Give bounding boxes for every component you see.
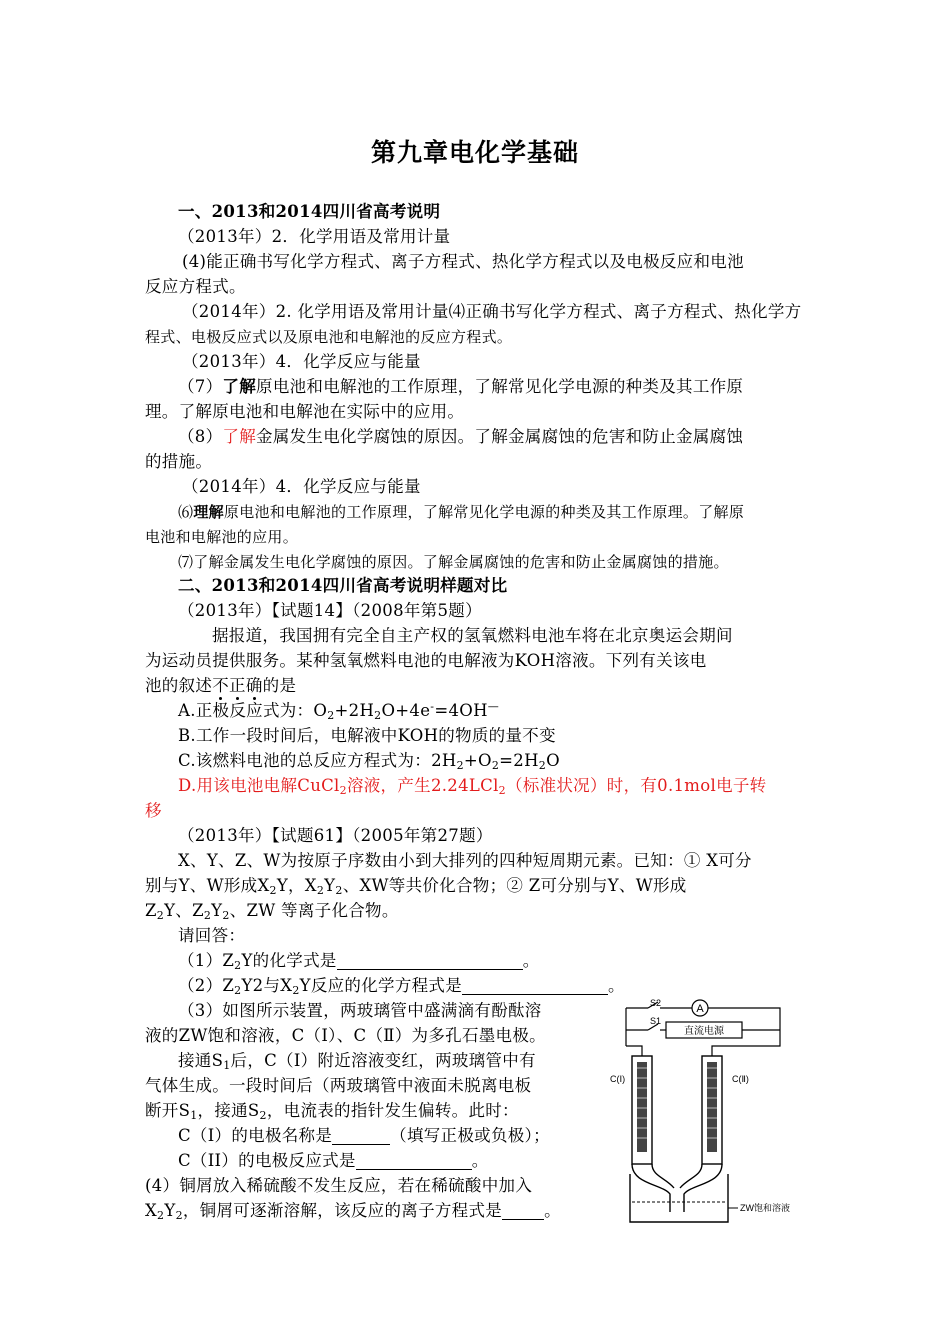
answer-blank-3a[interactable] xyxy=(332,1126,390,1145)
text: 、ZW 等离子化合物。 xyxy=(229,901,399,920)
sub-question-3-line6 xyxy=(178,1124,550,1148)
text: 池的叙述 xyxy=(145,676,213,695)
text: O xyxy=(546,751,560,770)
electrode-c2-label: C(Ⅱ) xyxy=(732,1074,749,1084)
item7-bold: 了解 xyxy=(222,377,257,396)
subscript: 2 xyxy=(456,759,464,772)
text: （填写正极或负极）； xyxy=(390,1126,550,1145)
switch-s2-label: S2 xyxy=(650,998,662,1008)
subscript: 2 xyxy=(327,709,335,722)
text: 别与Y、W形成X xyxy=(145,876,270,895)
text: Y、Z xyxy=(164,901,204,920)
text: （2）Z xyxy=(178,976,235,995)
q61-header: （2013年）【试题61】（2005年第27题） xyxy=(178,826,493,845)
q61-line3 xyxy=(145,899,399,923)
text: ，接通S xyxy=(197,1101,260,1120)
text: Y xyxy=(211,901,223,920)
subscript: 2 xyxy=(234,984,242,997)
option-d-line1 xyxy=(178,774,766,798)
s1-item8-line1 xyxy=(178,425,743,449)
s1-item8-line2: 的措施。 xyxy=(145,452,213,471)
subscript: 2 xyxy=(374,709,382,722)
q14-line2: 为运动员提供服务。某种氢氧燃料电池的电解液为KOH溶液。下列有关该电 xyxy=(145,651,707,670)
q14-header: （2013年）【试题14】（2008年第5题） xyxy=(178,601,482,620)
text: Y，X xyxy=(276,876,317,895)
emphasis-char: 正 xyxy=(229,676,246,695)
text: 接通S xyxy=(178,1051,224,1070)
s1-2014-calc-line1 xyxy=(182,300,801,324)
sub-question-3-line5 xyxy=(145,1099,519,1123)
text: Y xyxy=(164,1201,176,1220)
q14-line1: 据报道，我国拥有完全自主产权的氢氧燃料电池车将在北京奥运会期间 xyxy=(212,626,733,645)
text: =4OH xyxy=(434,701,488,720)
page-title: 第九章电化学基础 xyxy=(370,138,579,167)
emphasis-char: 不 xyxy=(212,676,230,695)
text: A.正极反应式为：O xyxy=(178,701,328,720)
sub-question-3-line3 xyxy=(178,1049,536,1073)
text: +2H xyxy=(334,701,375,720)
s1-item7-line1 xyxy=(178,375,743,399)
subscript: 2 xyxy=(538,759,547,772)
subscript: 2 xyxy=(491,759,500,772)
s1-2014-calc-line2: 程式、电极反应式以及原电池和电解池的反应方程式。 xyxy=(145,328,513,346)
subscript: 2 xyxy=(157,1209,165,1222)
subscript: 2 xyxy=(156,909,165,922)
sub-question-4-line2 xyxy=(145,1199,561,1223)
s1-item6-line1 xyxy=(178,500,744,524)
section1-heading: 一、2013和2014四川省高考说明 xyxy=(178,202,441,221)
answer-blank-3b[interactable] xyxy=(356,1151,472,1170)
text: C.该燃料电池的总反应方程式为：2H xyxy=(178,751,457,770)
power-label: 直流电源 xyxy=(684,1026,724,1037)
text: （2014年）2. 化学用语及常用计量⑷正确书写化学方程式、离子方程式、热化学方 xyxy=(182,302,802,321)
sub-question-3-line7 xyxy=(178,1149,489,1173)
text: O+4e xyxy=(381,701,431,720)
s1-item7-line2: 理。了解原电池和电解池在实际中的应用。 xyxy=(145,402,465,421)
subscript: 2 xyxy=(335,884,343,897)
text: （1）Z xyxy=(178,951,235,970)
answer-blank-1[interactable] xyxy=(337,951,523,970)
s1-item6-line2: 电池和电解池的应用。 xyxy=(145,528,299,546)
answer-blank-4[interactable] xyxy=(502,1201,544,1220)
q61-line2 xyxy=(145,874,687,898)
text: Y的化学式是 xyxy=(241,951,337,970)
text: X xyxy=(145,1201,158,1220)
item8-prefix: （8） xyxy=(178,427,223,446)
s1-item7b: ⑺了解金属发生电化学腐蚀的原因。了解金属腐蚀的危害和防止金属腐蚀的措施。 xyxy=(178,553,729,571)
sub-question-2 xyxy=(178,974,625,998)
item6-rest: 原电池和电解池的工作原理，了解常见化学电源的种类及其工作原理。了解原 xyxy=(223,503,745,521)
text: D.用该电池电解CuCl xyxy=(178,776,340,795)
item7-rest: 原电池和电解池的工作原理，了解常见化学电源的种类及其工作原 xyxy=(256,377,744,396)
text: +O xyxy=(463,751,492,770)
q61-line1: X、Y、Z、W为按原子序数由小到大排列的四种短周期元素。已知：① X可分 xyxy=(178,851,752,870)
s1-2013-energy: （2013年）4．化学反应与能量 xyxy=(182,352,421,371)
text: Y xyxy=(324,876,336,895)
section2-heading: 二、2013和2014四川省高考说明样题对比 xyxy=(178,576,508,595)
text: 的是 xyxy=(262,676,297,695)
option-d-line2: 移 xyxy=(145,801,162,820)
item8-rest: 金属发生电化学腐蚀的原因。了解金属腐蚀的危害和防止金属腐蚀 xyxy=(256,427,744,446)
sub-question-3-line1: （3）如图所示装置，两玻璃管中盛满滴有酚酞溶 xyxy=(178,1001,542,1020)
text: 。 xyxy=(608,976,625,995)
subscript: 2 xyxy=(498,784,506,797)
ask-label: 请回答： xyxy=(178,926,246,945)
item6-prefix: ⑹ xyxy=(178,503,194,521)
solution-label: ZW饱和溶液 xyxy=(740,1203,790,1213)
text: C（II）的电极反应式是 xyxy=(178,1151,356,1170)
sub-question-3-line2: 液的ZW饱和溶液，C（Ⅰ）、C（Ⅱ）为多孔石墨电极。 xyxy=(145,1026,546,1045)
emphasis-char: 确 xyxy=(245,676,263,695)
subscript: 2 xyxy=(222,909,230,922)
text: ，电流表的指针发生偏转。此时： xyxy=(266,1101,519,1120)
item8-red: 了解 xyxy=(222,427,257,446)
subscript: 2 xyxy=(292,984,300,997)
text: 后，C（Ⅰ）附近溶液变红，两玻璃管中有 xyxy=(230,1051,536,1070)
text: Y2与X xyxy=(241,976,293,995)
superscript: — xyxy=(487,700,500,713)
answer-blank-2[interactable] xyxy=(462,976,608,995)
superscript: - xyxy=(430,700,435,713)
text: =2H xyxy=(499,751,539,770)
item6-bold: 理解 xyxy=(193,503,224,521)
subscript: 2 xyxy=(269,884,277,897)
subscript: 1 xyxy=(190,1109,198,1122)
switch-s1-label: S1 xyxy=(650,1016,662,1026)
text: C（I）的电极名称是 xyxy=(178,1126,333,1145)
text: ，铜屑可逐渐溶解，该反应的离子方程式是 xyxy=(182,1201,503,1220)
ammeter-label: A xyxy=(696,1003,704,1015)
item7-prefix: （7） xyxy=(178,377,223,396)
text: 。 xyxy=(471,1151,489,1170)
q14-line3 xyxy=(145,674,296,698)
text: 。 xyxy=(522,951,540,970)
text: 。 xyxy=(544,1201,561,1220)
subscript: 2 xyxy=(234,959,242,972)
text: 断开S xyxy=(145,1101,191,1120)
sub-question-3-line4: 气体生成。一段时间后（两玻璃管中液面未脱离电板 xyxy=(145,1076,532,1095)
subscript: 2 xyxy=(339,784,347,797)
sub-question-1 xyxy=(178,949,540,973)
option-b: B.工作一段时间后，电解液中KOH的物质的量不变 xyxy=(178,726,556,745)
s1-2013-calc: （2013年）2．化学用语及常用计量 xyxy=(178,227,451,246)
s1-item4-line2: 反应方程式。 xyxy=(145,277,246,296)
subscript: 2 xyxy=(175,1209,183,1222)
subscript: 1 xyxy=(223,1059,231,1072)
option-c xyxy=(178,749,560,773)
text: Z xyxy=(145,901,157,920)
text: 、XW等共价化合物；② Z可分别与Y、W形成 xyxy=(342,876,687,895)
subscript: 2 xyxy=(203,909,212,922)
electrolysis-apparatus-diagram xyxy=(610,998,796,1226)
subscript: 2 xyxy=(259,1109,267,1122)
text: Y反应的化学方程式是 xyxy=(299,976,463,995)
electrode-c1-label: C(Ⅰ) xyxy=(610,1074,626,1084)
s1-item4-line1: (4)能正确书写化学方程式、离子方程式、热化学方程式以及电极反应和电池 xyxy=(182,252,744,271)
s1-2014-energy: （2014年）4．化学反应与能量 xyxy=(182,477,421,496)
sub-question-4-line1: (4）铜屑放入稀硫酸不发生反应，若在稀硫酸中加入 xyxy=(145,1176,533,1195)
option-a xyxy=(178,699,499,723)
text: （标准状况）时，有0.1mol电子转 xyxy=(505,776,767,795)
subscript: 2 xyxy=(316,884,325,897)
text: 溶液，产生2.24LCl xyxy=(346,776,499,795)
